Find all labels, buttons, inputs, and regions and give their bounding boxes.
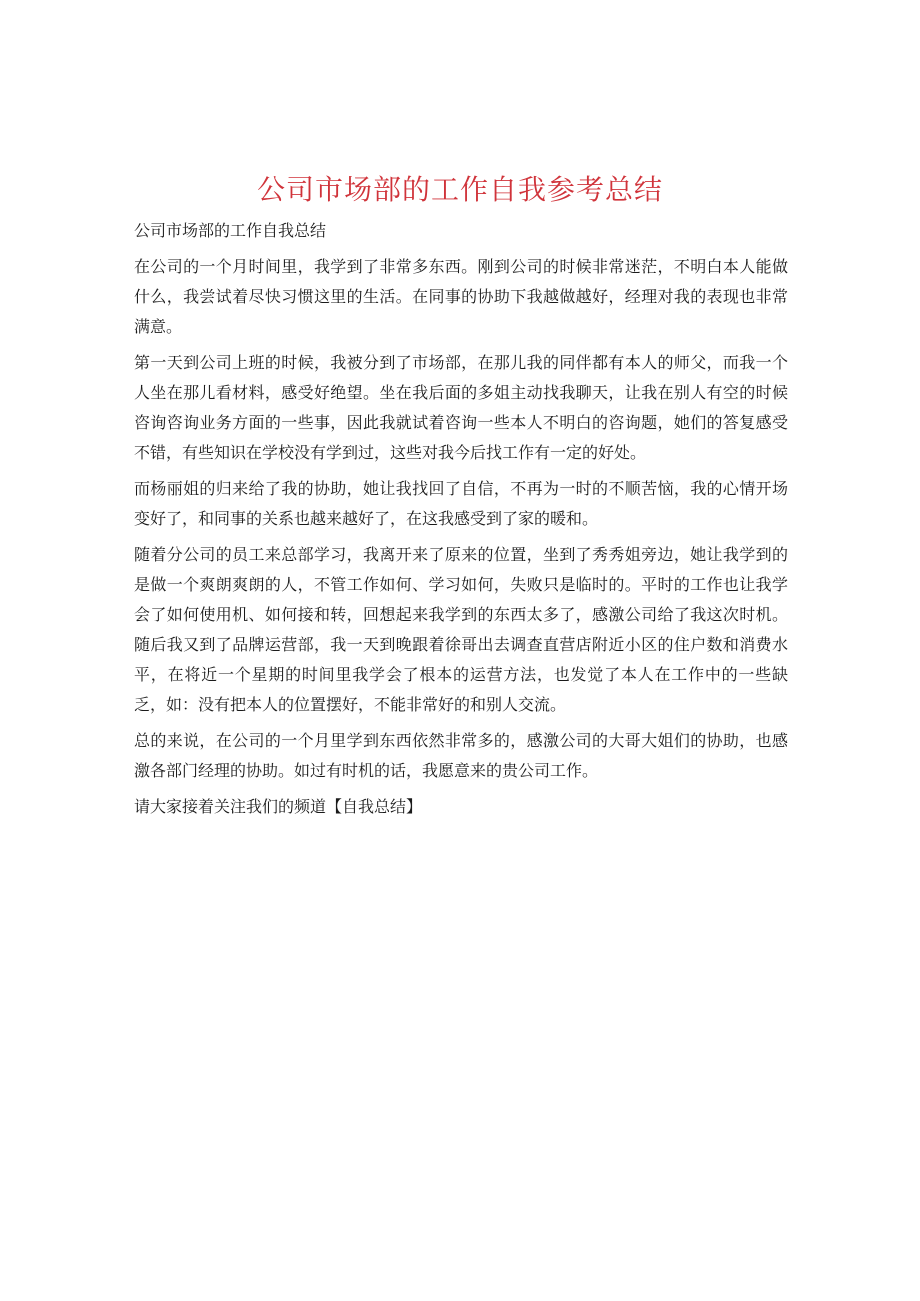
paragraph-4: 随着分公司的员工来总部学习，我离开来了原来的位置，坐到了秀秀姐旁边，她让我学到的是做一个爽朗爽朗的人，不管工作如何、学习如何，失败只是临时的。平时的工作也让我学会了如何使用机、如何接和转，回想起来我学到的东西太多了，感激公司给了我这次时机。随后我又到了品牌运营部，我一天到晚跟着徐哥出去调查直营店附近小区的住户数和消费水平，在将近一个星期的时间里我学会了根本的运营方法，也发觉了本人在工作中的一些缺乏，如：没有把本人的位置摆好，不能非常好的和别人交流。 xyxy=(134,545,788,714)
paragraph-2: 第一天到公司上班的时候，我被分到了市场部，在那儿我的同伴都有本人的师父，而我一个人坐在那儿看材料，感受好绝望。坐在我后面的多姐主动找我聊天，让我在别人有空的时候咨询咨询业务方面的一些事，因此我就试着咨询一些本人不明白的咨询题，她们的答复感受不错，有些知识在学校没有学到过，这些对我今后找工作有一定的好处。 xyxy=(134,353,788,462)
paragraph-3: 而杨丽姐的归来给了我的协助，她让我找回了自信，不再为一时的不顺苦恼，我的心情开场变好了，和同事的关系也越来越好了，在这我感受到了家的暖和。 xyxy=(134,479,788,528)
document-title: 公司市场部的工作自我参考总结 xyxy=(256,173,663,206)
document-subtitle: 公司市场部的工作自我总结 xyxy=(134,221,327,240)
paragraph-5: 总的来说，在公司的一个月里学到东西依然非常多的，感激公司的大哥大姐们的协助，也感激各部门经理的协助。如过有时机的话，我愿意来的贵公司工作。 xyxy=(134,731,788,780)
closing-line: 请大家接着关注我们的频道【自我总结】 xyxy=(134,797,423,816)
document-body xyxy=(134,216,788,828)
paragraph-1: 在公司的一个月时间里，我学到了非常多东西。刚到公司的时候非常迷茫，不明白本人能做什么，我尝试着尽快习惯这里的生活。在同事的协助下我越做越好，经理对我的表现也非常满意。 xyxy=(134,257,788,336)
